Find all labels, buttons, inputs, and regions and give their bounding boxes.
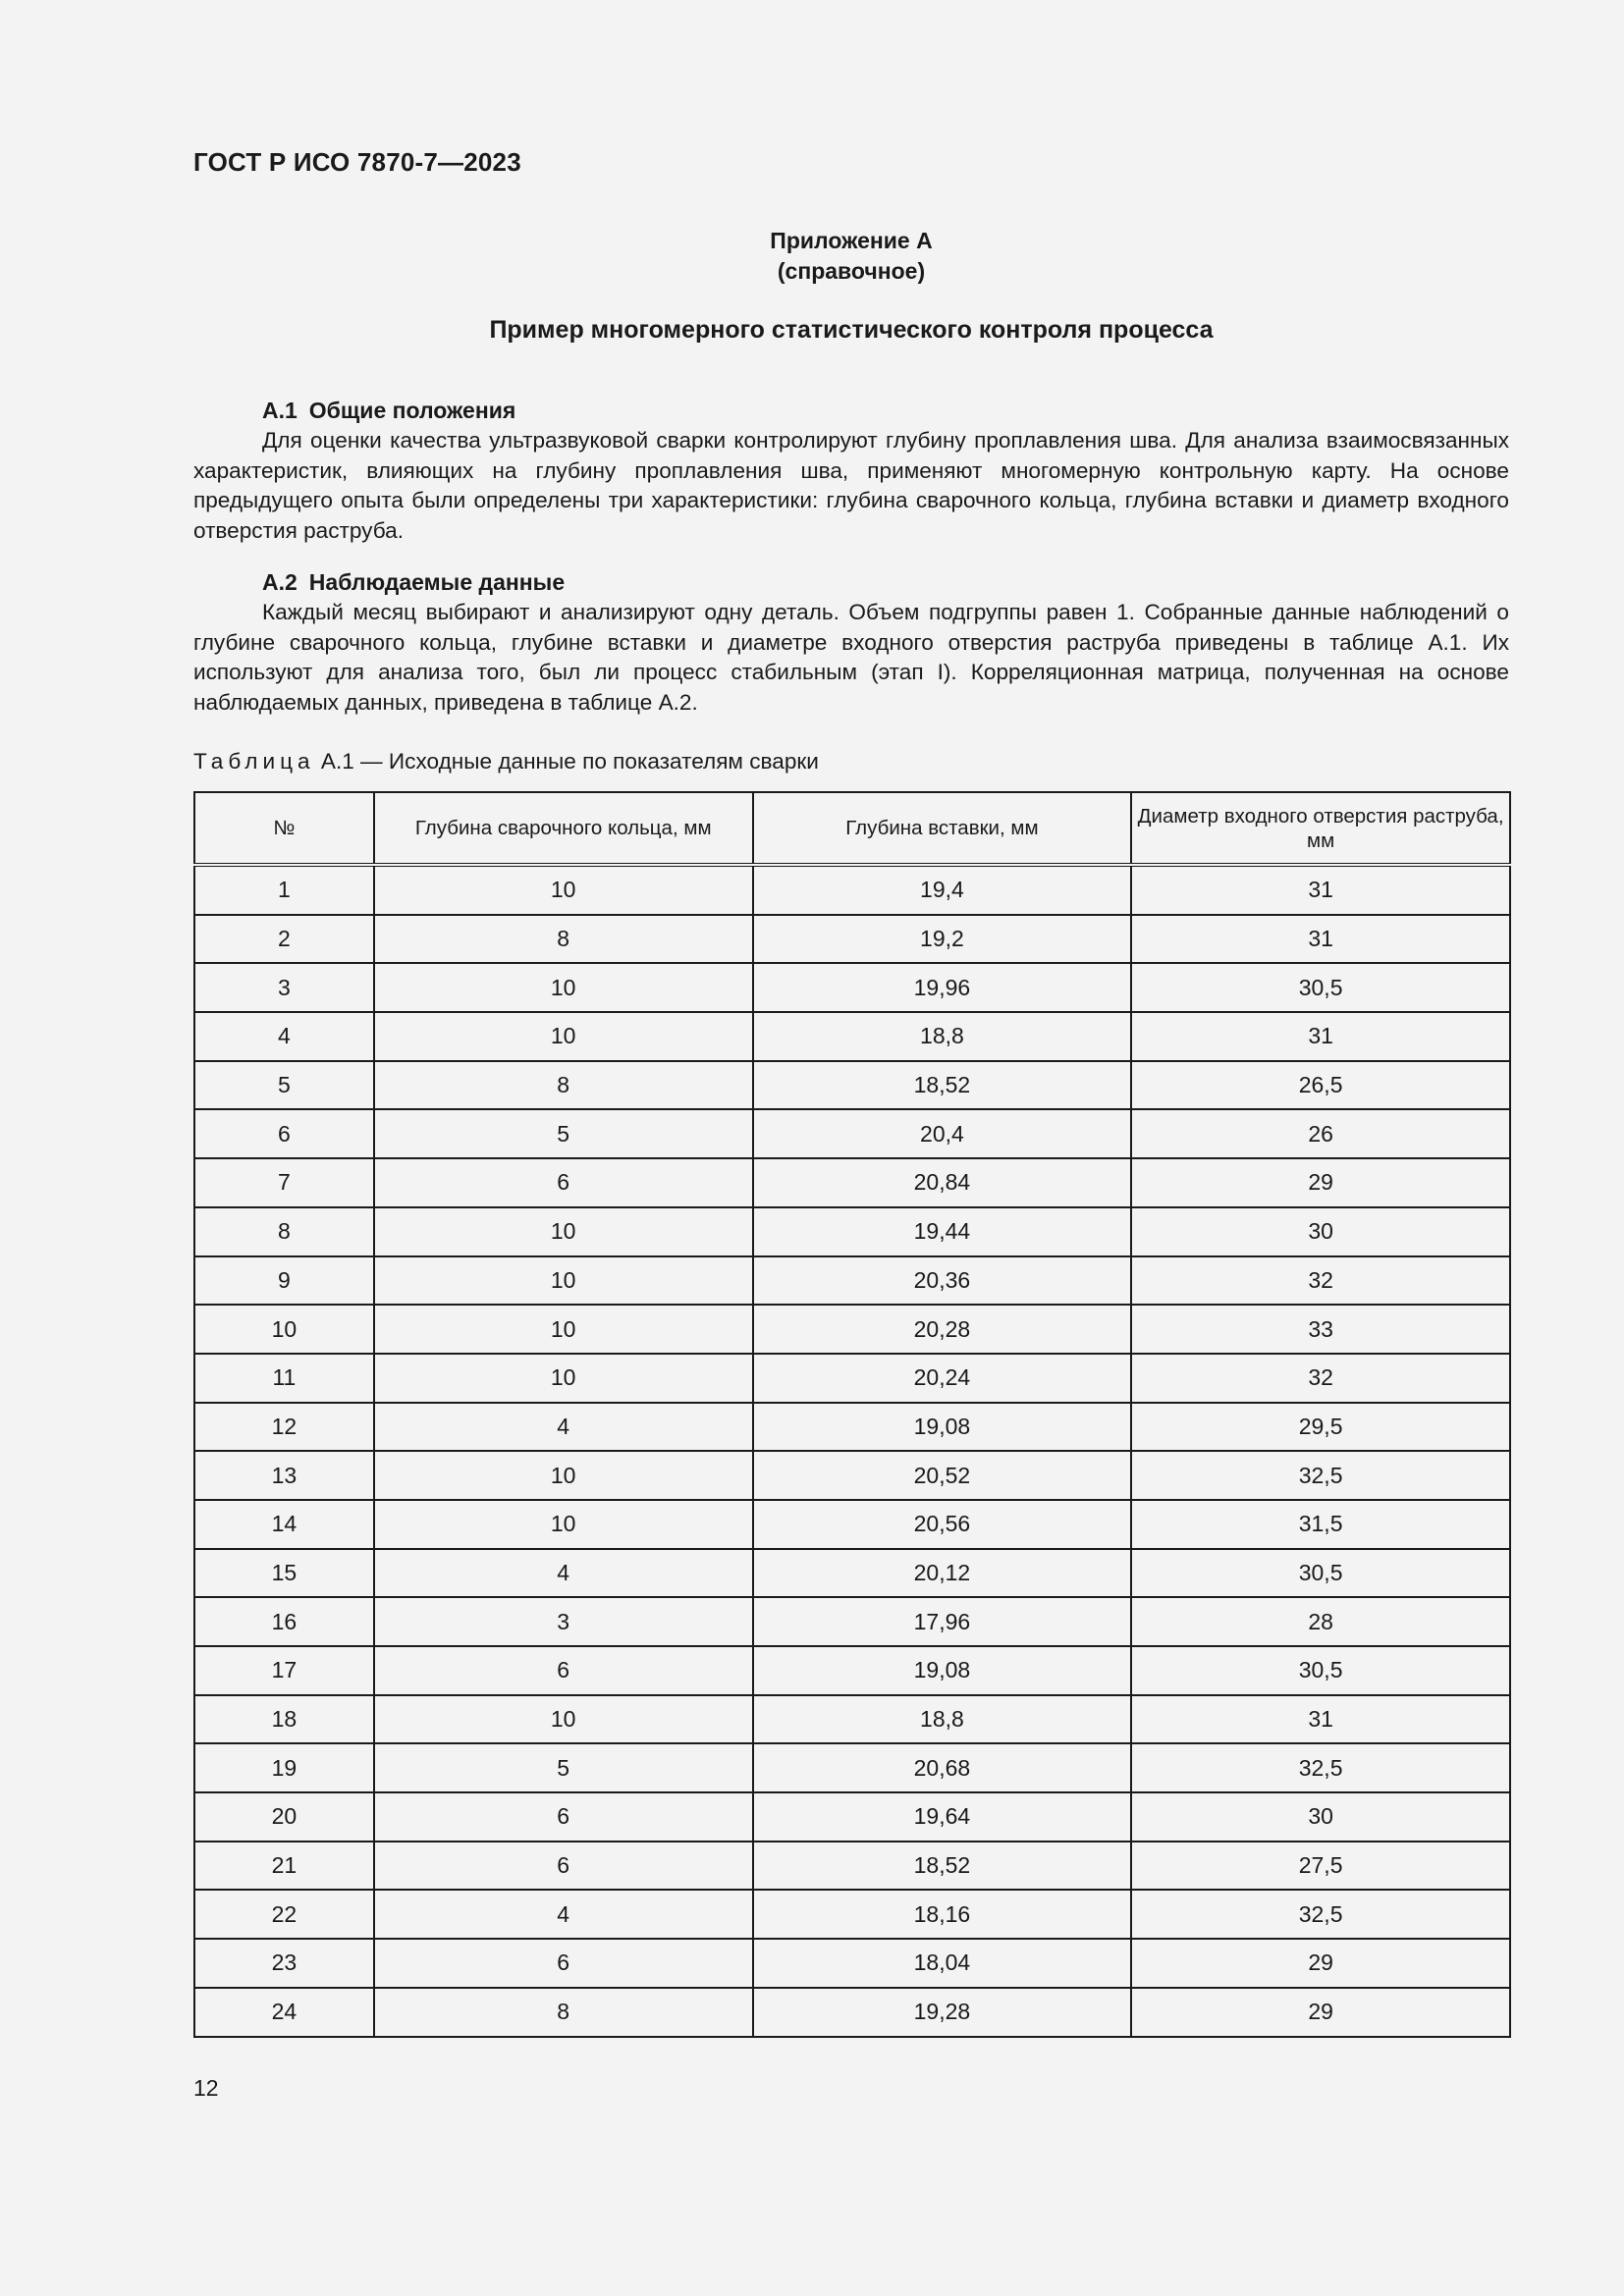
cell-insert-depth: 17,96 — [753, 1597, 1132, 1646]
cell-number: 11 — [194, 1354, 374, 1403]
cell-ring-depth: 6 — [374, 1939, 753, 1988]
table-row — [194, 1890, 1510, 1939]
cell-insert-depth: 20,52 — [753, 1451, 1132, 1500]
table-caption-label: Таблица — [193, 749, 315, 774]
table-row — [194, 1939, 1510, 1988]
section-title: Наблюдаемые данные — [308, 569, 566, 595]
cell-socket-diameter: 33 — [1131, 1305, 1510, 1354]
cell-socket-diameter: 26 — [1131, 1109, 1510, 1158]
cell-ring-depth: 10 — [374, 1500, 753, 1549]
cell-ring-depth: 10 — [374, 1256, 753, 1306]
table-row — [194, 1012, 1510, 1061]
appendix-heading — [0, 226, 1624, 287]
table-caption-text: А.1 — Исходные данные по показателям сварки — [314, 749, 819, 774]
cell-insert-depth: 18,52 — [753, 1842, 1132, 1891]
cell-insert-depth: 20,56 — [753, 1500, 1132, 1549]
cell-insert-depth: 19,4 — [753, 865, 1132, 915]
cell-socket-diameter: 29,5 — [1131, 1403, 1510, 1452]
cell-number: 19 — [194, 1743, 374, 1792]
table-row — [194, 1403, 1510, 1452]
cell-socket-diameter: 31 — [1131, 915, 1510, 964]
cell-socket-diameter: 31 — [1131, 1695, 1510, 1744]
table-row — [194, 1207, 1510, 1256]
section-heading — [193, 396, 1509, 426]
section-number: А.1 — [262, 398, 298, 423]
cell-insert-depth: 19,64 — [753, 1792, 1132, 1842]
cell-insert-depth: 20,4 — [753, 1109, 1132, 1158]
cell-insert-depth: 19,28 — [753, 1988, 1132, 2037]
cell-number: 12 — [194, 1403, 374, 1452]
cell-insert-depth: 20,68 — [753, 1743, 1132, 1792]
cell-ring-depth: 8 — [374, 1988, 753, 2037]
cell-number: 18 — [194, 1695, 374, 1744]
cell-insert-depth: 18,16 — [753, 1890, 1132, 1939]
cell-number: 5 — [194, 1061, 374, 1110]
cell-number: 10 — [194, 1305, 374, 1354]
cell-ring-depth: 10 — [374, 1451, 753, 1500]
cell-ring-depth: 4 — [374, 1890, 753, 1939]
table-row — [194, 1646, 1510, 1695]
cell-ring-depth: 4 — [374, 1403, 753, 1452]
table-row — [194, 1109, 1510, 1158]
cell-insert-depth: 20,24 — [753, 1354, 1132, 1403]
table-row — [194, 1988, 1510, 2037]
cell-insert-depth: 18,52 — [753, 1061, 1132, 1110]
cell-number: 3 — [194, 963, 374, 1012]
cell-insert-depth: 19,2 — [753, 915, 1132, 964]
cell-socket-diameter: 30 — [1131, 1792, 1510, 1842]
section-observed-data — [193, 567, 1509, 718]
cell-socket-diameter: 32,5 — [1131, 1451, 1510, 1500]
table-row — [194, 1158, 1510, 1207]
table-row — [194, 1842, 1510, 1891]
cell-insert-depth: 20,36 — [753, 1256, 1132, 1306]
table-row — [194, 1743, 1510, 1792]
section-heading — [193, 567, 1509, 598]
cell-ring-depth: 5 — [374, 1743, 753, 1792]
cell-ring-depth: 10 — [374, 1305, 753, 1354]
cell-number: 2 — [194, 915, 374, 964]
section-paragraph: Каждый месяц выбирают и анализируют одну деталь. Объем подгруппы равен 1. Собранные данные наблюдений о глубине сварочного кольца, глубине вставки и диаметре входного отверстия раструба приведены в таблице А.1. Их используют для анализа того, был ли процесс стабильным (этап I). Корреляционная матрица, полученная на основе наблюдаемых данных, приведена в таблице А.2. — [193, 600, 1509, 715]
table-row — [194, 963, 1510, 1012]
cell-insert-depth: 18,8 — [753, 1012, 1132, 1061]
cell-ring-depth: 10 — [374, 1354, 753, 1403]
cell-number: 14 — [194, 1500, 374, 1549]
cell-ring-depth: 10 — [374, 1695, 753, 1744]
page-number: 12 — [193, 2075, 219, 2101]
cell-socket-diameter: 31,5 — [1131, 1500, 1510, 1549]
cell-socket-diameter: 29 — [1131, 1988, 1510, 2037]
cell-number: 24 — [194, 1988, 374, 2037]
section-number: А.2 — [262, 569, 298, 595]
cell-socket-diameter: 29 — [1131, 1939, 1510, 1988]
section-general — [193, 396, 1509, 546]
section-title: Общие положения — [308, 398, 516, 423]
table-row — [194, 1451, 1510, 1500]
cell-insert-depth: 19,08 — [753, 1403, 1132, 1452]
appendix-title: Приложение А — [770, 228, 933, 253]
cell-number: 23 — [194, 1939, 374, 1988]
cell-socket-diameter: 30 — [1131, 1207, 1510, 1256]
cell-number: 22 — [194, 1890, 374, 1939]
table-caption — [193, 749, 819, 774]
cell-ring-depth: 6 — [374, 1646, 753, 1695]
cell-ring-depth: 6 — [374, 1842, 753, 1891]
cell-ring-depth: 8 — [374, 915, 753, 964]
cell-ring-depth: 10 — [374, 963, 753, 1012]
cell-number: 6 — [194, 1109, 374, 1158]
cell-ring-depth: 5 — [374, 1109, 753, 1158]
cell-socket-diameter: 28 — [1131, 1597, 1510, 1646]
column-header-socket-diameter: Диаметр входного отверстия раструба, мм — [1131, 792, 1510, 865]
column-header-insert-depth: Глубина вставки, мм — [753, 792, 1132, 865]
cell-insert-depth: 20,28 — [753, 1305, 1132, 1354]
cell-number: 21 — [194, 1842, 374, 1891]
cell-ring-depth: 8 — [374, 1061, 753, 1110]
table-row — [194, 1695, 1510, 1744]
cell-socket-diameter: 30,5 — [1131, 1549, 1510, 1598]
cell-number: 8 — [194, 1207, 374, 1256]
table-row — [194, 1500, 1510, 1549]
cell-socket-diameter: 30,5 — [1131, 1646, 1510, 1695]
cell-socket-diameter: 31 — [1131, 1012, 1510, 1061]
section-paragraph: Для оценки качества ультразвуковой сварки контролируют глубину проплавления шва. Для анализа взаимосвязанных характеристик, влияющих на глубину проплавления шва, применяют многомерную контрольную карту. На основе предыдущего опыта были определены три характеристики: глубина сварочного кольца, глубина вставки и диаметр входного отверстия раструба. — [193, 428, 1509, 543]
column-header-number: № — [194, 792, 374, 865]
table-row — [194, 1792, 1510, 1842]
cell-number: 17 — [194, 1646, 374, 1695]
table-row — [194, 915, 1510, 964]
cell-ring-depth: 6 — [374, 1792, 753, 1842]
cell-number: 1 — [194, 865, 374, 915]
table-row — [194, 1061, 1510, 1110]
table-row — [194, 865, 1510, 915]
cell-number: 16 — [194, 1597, 374, 1646]
cell-ring-depth: 10 — [374, 1207, 753, 1256]
cell-socket-diameter: 27,5 — [1131, 1842, 1510, 1891]
table-header-row — [194, 792, 1510, 865]
appendix-subtitle: (справочное) — [777, 258, 926, 284]
welding-data-table — [193, 791, 1511, 2038]
cell-insert-depth: 18,04 — [753, 1939, 1132, 1988]
appendix-main-title: Пример многомерного статистического контроля процесса — [489, 316, 1214, 344]
cell-socket-diameter: 30,5 — [1131, 963, 1510, 1012]
cell-insert-depth: 19,44 — [753, 1207, 1132, 1256]
cell-socket-diameter: 32,5 — [1131, 1743, 1510, 1792]
cell-insert-depth: 18,8 — [753, 1695, 1132, 1744]
cell-number: 13 — [194, 1451, 374, 1500]
cell-ring-depth: 10 — [374, 865, 753, 915]
cell-number: 9 — [194, 1256, 374, 1306]
cell-insert-depth: 20,12 — [753, 1549, 1132, 1598]
cell-socket-diameter: 32 — [1131, 1354, 1510, 1403]
cell-number: 15 — [194, 1549, 374, 1598]
cell-insert-depth: 19,08 — [753, 1646, 1132, 1695]
column-header-ring-depth: Глубина сварочного кольца, мм — [374, 792, 753, 865]
cell-number: 4 — [194, 1012, 374, 1061]
cell-number: 7 — [194, 1158, 374, 1207]
cell-number: 20 — [194, 1792, 374, 1842]
cell-socket-diameter: 31 — [1131, 865, 1510, 915]
table-row — [194, 1354, 1510, 1403]
table-row — [194, 1549, 1510, 1598]
cell-insert-depth: 20,84 — [753, 1158, 1132, 1207]
table-row — [194, 1305, 1510, 1354]
cell-ring-depth: 6 — [374, 1158, 753, 1207]
table-row — [194, 1597, 1510, 1646]
cell-socket-diameter: 32,5 — [1131, 1890, 1510, 1939]
table-row — [194, 1256, 1510, 1306]
cell-ring-depth: 10 — [374, 1012, 753, 1061]
cell-socket-diameter: 32 — [1131, 1256, 1510, 1306]
cell-socket-diameter: 29 — [1131, 1158, 1510, 1207]
document-code: ГОСТ Р ИСО 7870-7—2023 — [193, 147, 521, 177]
cell-ring-depth: 3 — [374, 1597, 753, 1646]
cell-ring-depth: 4 — [374, 1549, 753, 1598]
cell-insert-depth: 19,96 — [753, 963, 1132, 1012]
cell-socket-diameter: 26,5 — [1131, 1061, 1510, 1110]
